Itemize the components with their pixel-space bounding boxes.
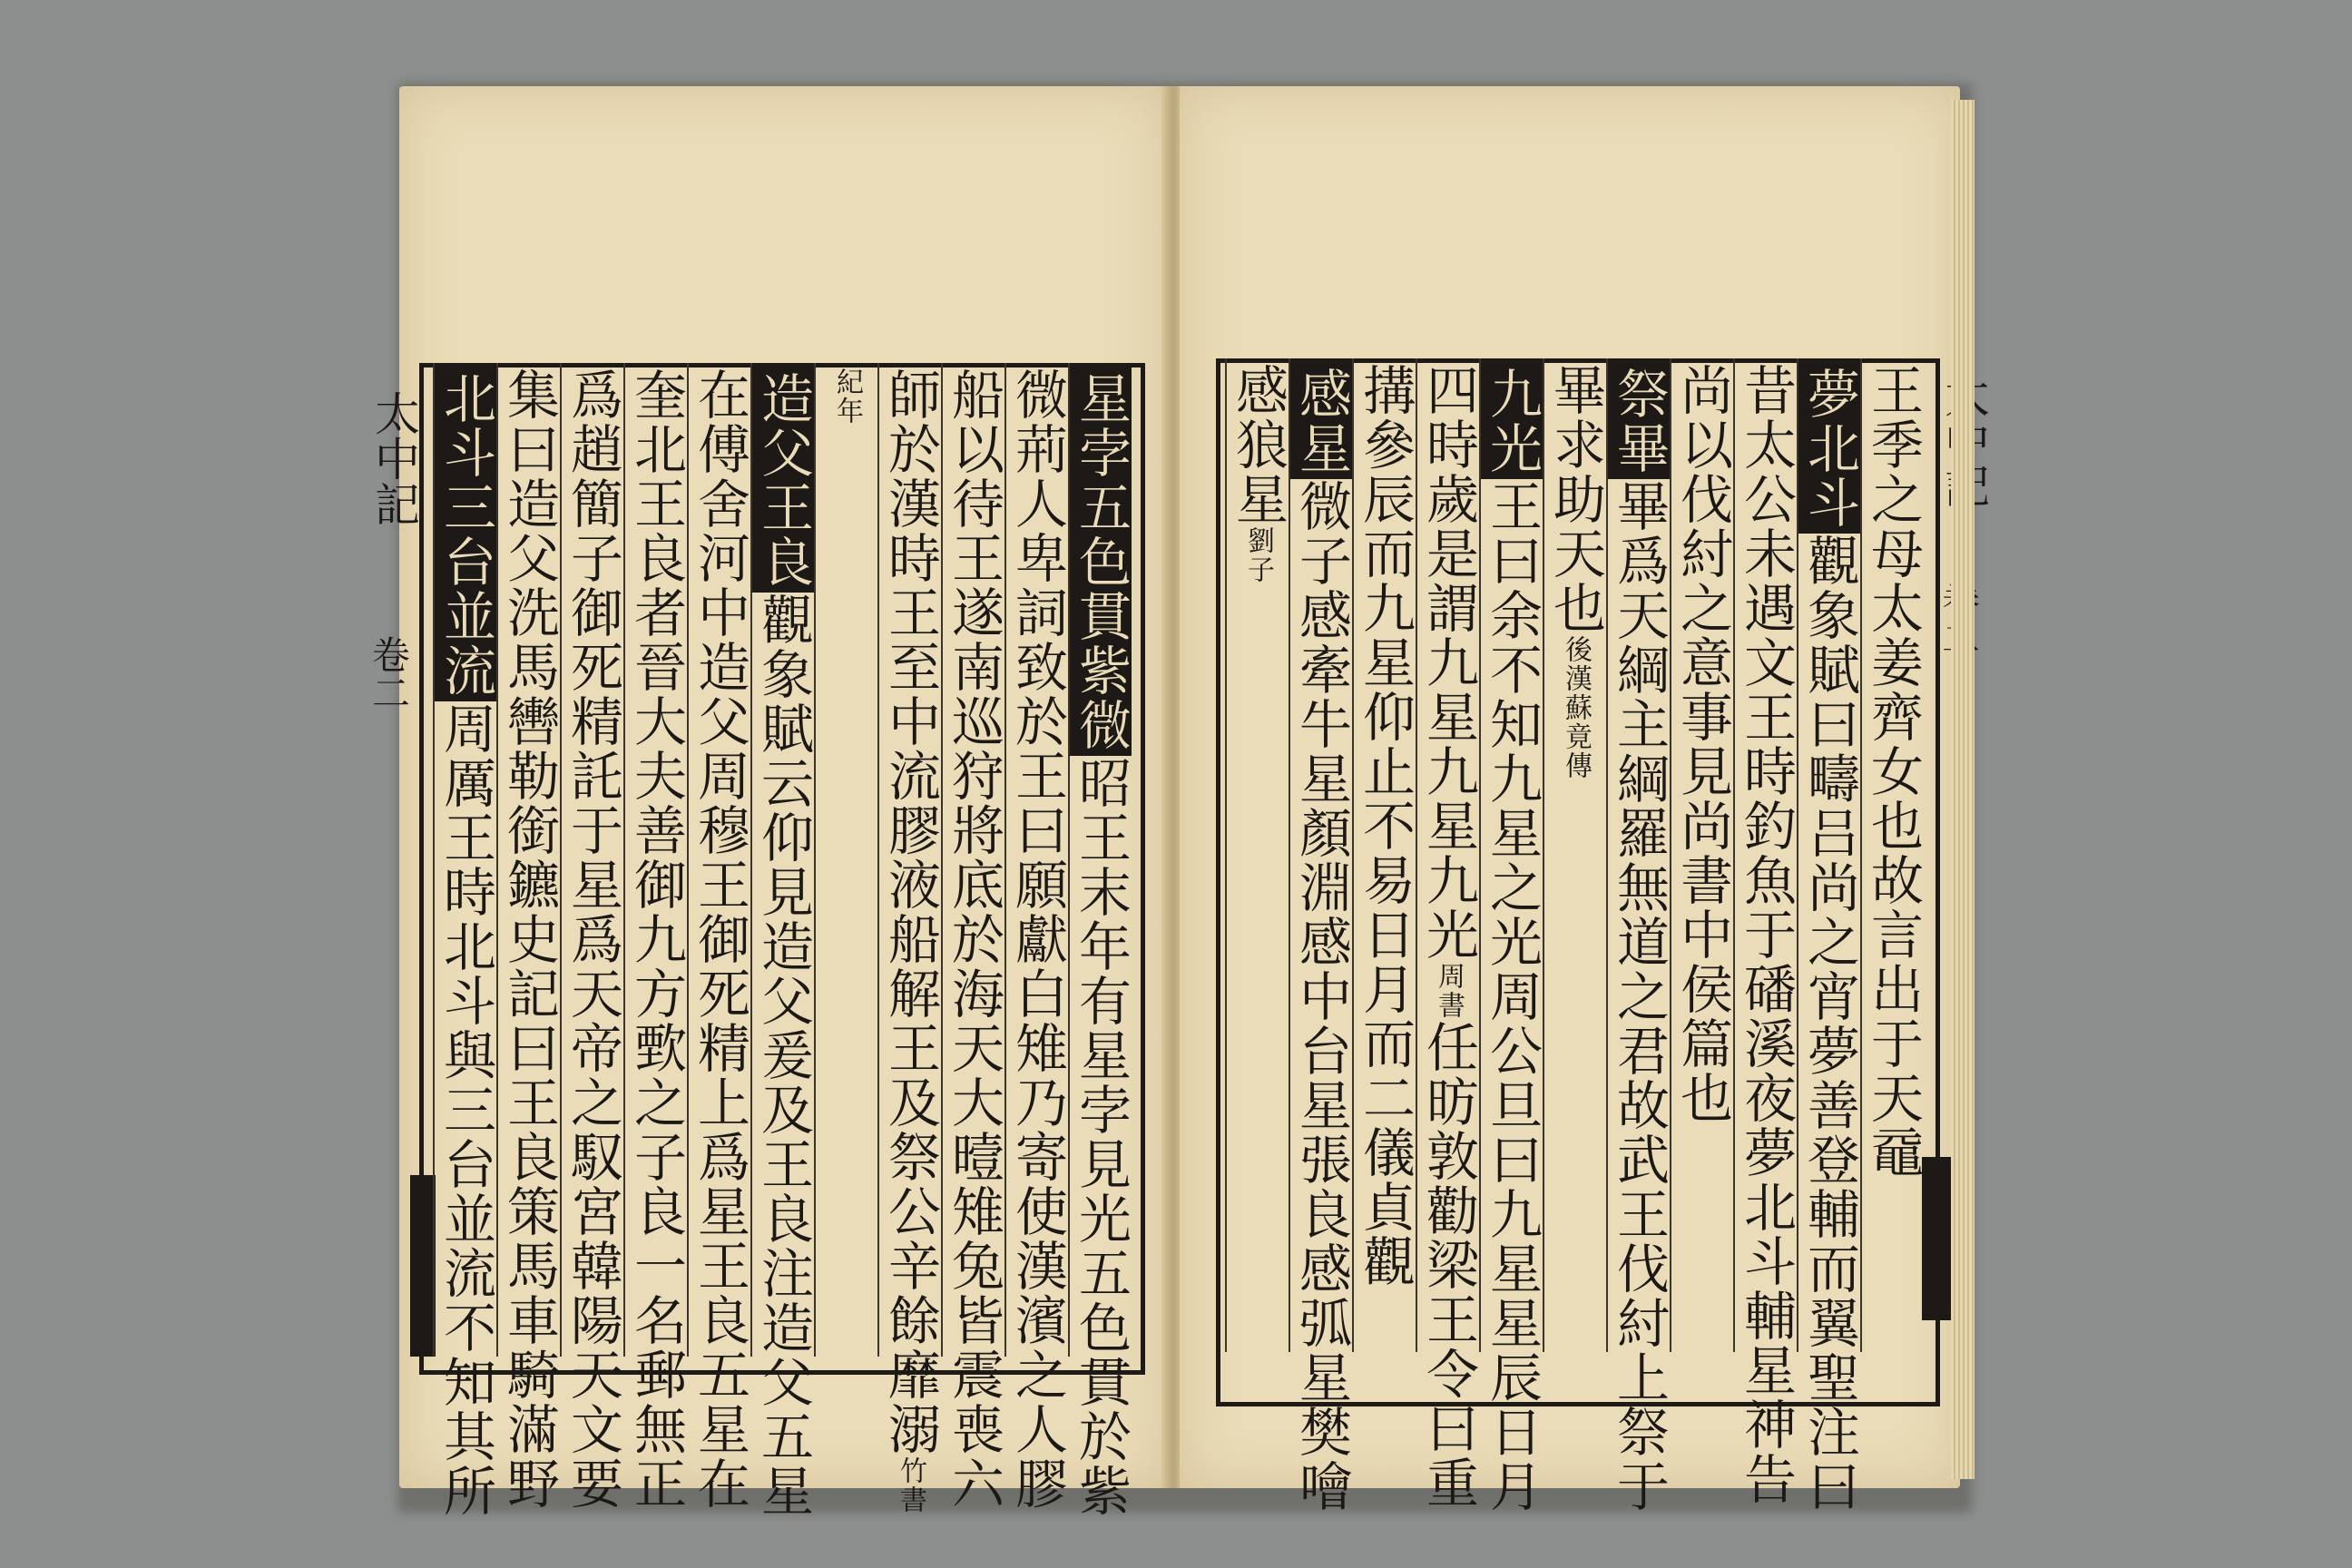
- column-rule: [496, 363, 498, 1357]
- column-rule: [1225, 358, 1227, 1352]
- right-black-tab: [1922, 1157, 1955, 1320]
- column-rule: [433, 363, 435, 1357]
- column-rule: [1479, 358, 1481, 1352]
- column-text: 任昉敦勸梁王令曰重: [1417, 1020, 1479, 1510]
- column-text: 在傅舍河中造父周穆王御死精上爲星王良五星在: [689, 368, 750, 1511]
- column-rule: [814, 363, 816, 1357]
- left-column: [435, 368, 496, 1518]
- column-text: 集曰造父洗馬轡勒銜鑣史記曰王良策馬車騎滿野: [498, 368, 560, 1511]
- column-rule: [1416, 358, 1417, 1352]
- column-rule: [1733, 358, 1735, 1352]
- left-column: [562, 368, 623, 1511]
- column-text: 昭王末年有星孛見光五色貫於紫: [1070, 756, 1132, 1518]
- column-text: 奎北王良者晉大夫善御九方歅之子良一名郵無正: [625, 368, 687, 1511]
- left-margin-title: 太中記: [368, 390, 420, 526]
- left-margin-volume: 卷二: [367, 635, 411, 711]
- left-column: [1006, 368, 1068, 1511]
- annotation-note: 周書: [1433, 962, 1465, 1020]
- column-text: 船以待王遂南巡狩將底於海天大曀雉兔皆震喪六: [943, 368, 1004, 1511]
- column-rule: [1068, 363, 1070, 1357]
- column-rule: [941, 363, 943, 1357]
- right-column: [1290, 363, 1352, 1514]
- right-column: [1544, 363, 1606, 780]
- right-column: [1735, 363, 1797, 1506]
- right-column: [1862, 363, 1924, 1180]
- annotation-note: 紀年: [831, 368, 863, 426]
- column-rule: [877, 363, 879, 1357]
- right-column: [1417, 363, 1479, 1510]
- column-text: 周厲王時北斗與三台並流不知其所: [435, 701, 496, 1518]
- left-column: [821, 368, 876, 426]
- right-column: [1354, 363, 1416, 1289]
- column-text: 微子感牽牛星顏淵感中台星張良感弧星樊噲: [1290, 479, 1352, 1514]
- heading-label: 造父王良: [752, 368, 814, 593]
- left-column: [943, 368, 1004, 1511]
- column-text: 昔太公未遇文王時釣魚于磻溪夜夢北斗輔星神告: [1735, 363, 1797, 1506]
- right-column: [1608, 363, 1670, 1514]
- left-column: [752, 368, 814, 1518]
- column-text: 觀象賦云仰見造父爰及王良注造父五星: [752, 593, 814, 1518]
- column-text: 畢爲天綱主綱羅無道之君故武王伐紂上祭于: [1608, 479, 1670, 1514]
- left-column: [879, 368, 941, 1514]
- heading-label: 九光: [1481, 363, 1543, 479]
- column-rule: [560, 363, 562, 1357]
- column-text: 微荊人卑詞致於王曰願獻白雉乃寄使漢濱之人膠: [1006, 368, 1068, 1511]
- left-column: [689, 368, 750, 1511]
- column-rule: [1289, 358, 1290, 1352]
- column-rule: [1860, 358, 1862, 1352]
- heading-label: 夢北斗: [1798, 363, 1860, 534]
- right-column: [1798, 363, 1860, 1514]
- annotation-note: 後漢蘇竟傳: [1560, 635, 1592, 780]
- column-rule: [687, 363, 689, 1357]
- right-column: [1227, 363, 1289, 584]
- left-column: [625, 368, 687, 1511]
- heading-label: 祭畢: [1608, 363, 1670, 479]
- column-rule: [1352, 358, 1354, 1352]
- right-column: [1671, 363, 1733, 1125]
- column-text: 師於漢時王至中流膠液船解王及祭公辛餘靡溺: [879, 368, 941, 1456]
- column-rule: [1606, 358, 1608, 1352]
- column-rule: [750, 363, 752, 1357]
- column-text: 搆參辰而九星仰止不易日月而二儀貞觀: [1354, 363, 1416, 1289]
- left-column: [1070, 368, 1132, 1518]
- heading-label: 感星: [1290, 363, 1352, 479]
- left-black-tab: [410, 1175, 436, 1357]
- column-rule: [1543, 358, 1544, 1352]
- column-text: 王曰余不知九星之光周公旦曰九星星辰日月: [1481, 479, 1543, 1514]
- column-text: 感狼星: [1227, 363, 1289, 526]
- annotation-note: 竹書: [895, 1456, 926, 1514]
- column-rule: [1797, 358, 1798, 1352]
- heading-label: 星孛五色貫紫微: [1070, 368, 1132, 756]
- column-text: 畢求助天也: [1544, 363, 1606, 635]
- annotation-note: 劉子: [1242, 526, 1274, 584]
- column-text: 王季之母太姜齊女也故言出于天黿: [1862, 363, 1924, 1180]
- right-column: [1481, 363, 1543, 1514]
- column-rule: [623, 363, 625, 1357]
- left-column: [498, 368, 560, 1511]
- page-edge: [1951, 100, 1975, 1479]
- column-rule: [1004, 363, 1006, 1357]
- column-text: 四時歲是謂九星九星九光: [1417, 363, 1479, 962]
- column-rule: [1670, 358, 1671, 1352]
- column-text: 觀象賦曰疇吕尚之宵夢善登輔而翼聖注曰: [1798, 534, 1860, 1514]
- column-text: 爲趙簡子御死精託于星爲天帝之馭宮韓陽天文要: [562, 368, 623, 1511]
- heading-label: 北斗三台並流: [435, 368, 496, 701]
- column-text: 尚以伐紂之意事見尚書中侯篇也: [1671, 363, 1733, 1125]
